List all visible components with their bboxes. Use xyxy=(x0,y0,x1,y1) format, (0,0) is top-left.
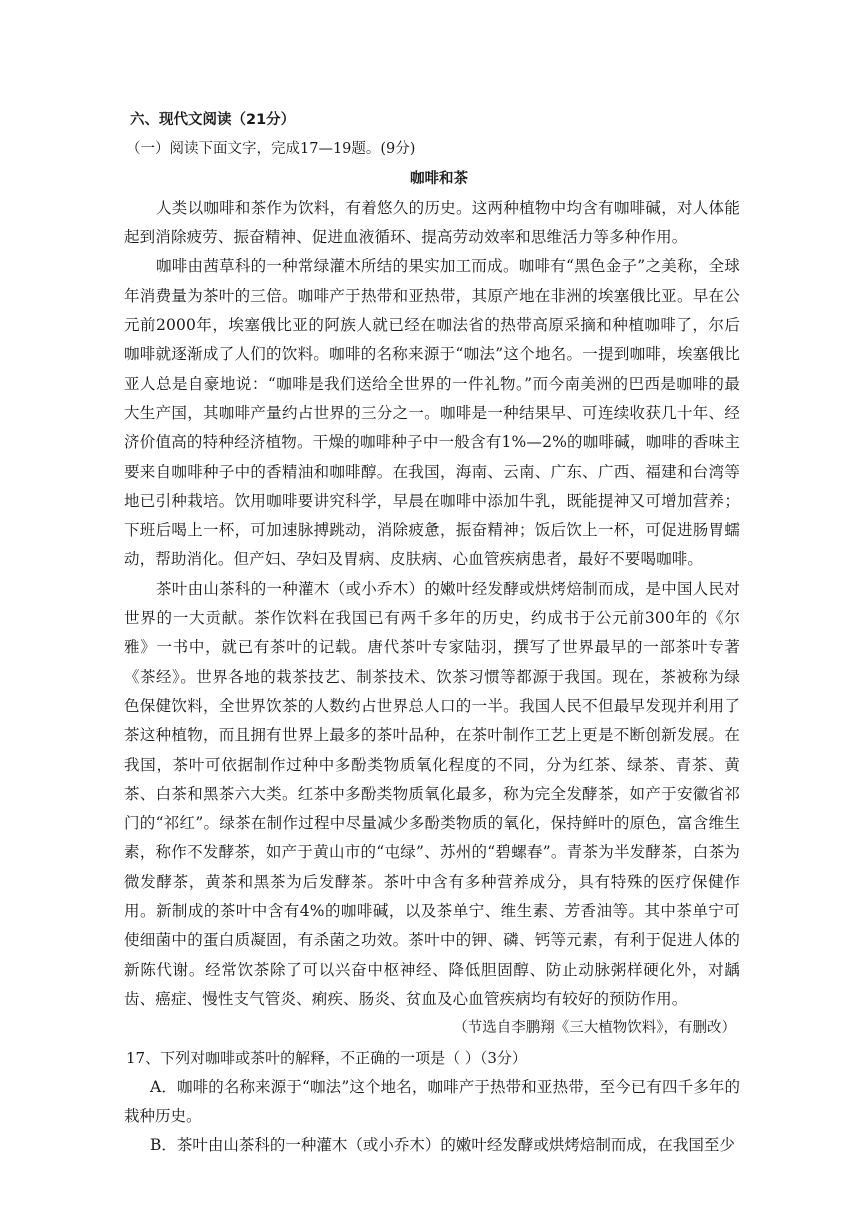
article-paragraph-2: 咖啡由茜草科的一种常绿灌木所结的果实加工而成。咖啡有“黑色金子”之美称，全球年消费量为茶叶的三倍。咖啡产于热带和亚热带，其原产地在非洲的埃塞俄比亚。早在公元前2000年，埃塞俄比亚的阿族人就已经在咖法省的热带高原采摘和种植咖啡了，尔后咖啡就逐渐成了人们的饮料。咖啡的名称来源于“咖法”这个地名。一提到咖啡，埃塞俄比亚人总是自豪地说：“咖啡是我们送给全世界的一件礼物。”而今南美洲的巴西是咖啡的最大生产国，其咖啡产量约占世界的三分之一。咖啡是一种结果早、可连续收获几十年、经济价值高的特种经济植物。干燥的咖啡种子中一般含有1%—2%的咖啡碱，咖啡的香味主要来自咖啡种子中的香精油和咖啡醇。在我国，海南、云南、广东、广西、福建和台湾等地已引种栽培。饮用咖啡要讲究科学，早晨在咖啡中添加牛乳，既能提神又可增加营养；下班后喝上一杯，可加速脉搏跳动，消除疲惫，振奋精神；饭后饮上一杯，可促进肠胃蠕动，帮助消化。但产妇、孕妇及胃病、皮肤病、心血管疾病患者，最好不要喝咖啡。 xyxy=(124,257,740,569)
article-title: 咖啡和茶 xyxy=(410,170,468,187)
article-paragraph-3: 茶叶由山茶科的一种灌木（或小乔木）的嫩叶经发酵或烘烤焙制而成，是中国人民对世界的一大贡献。茶作饮料在我国已有两千多年的历史，约成书于公元前300年的《尔雅》一书中，就已有茶叶的记载。唐代茶叶专家陆羽，撰写了世界最早的一部茶叶专著《茶经》。世界各地的栽茶技艺、制茶技术、饮茶习惯等都源于我国。现在，茶被称为绿色保健饮料，全世界饮茶的人数约占世界总人口的一半。我国人民不但最早发现并利用了茶这种植物，而且拥有世界上最多的茶叶品种，在茶叶制作工艺上更是不断创新发展。在我国，茶叶可依据制作过种中多酚类物质氧化程度的不同，分为红茶、绿茶、青茶、黄茶、白茶和黑茶六大类。红茶中多酚类物质氧化最多，称为完全发酵茶，如产于安徽省祁门的“祁红”。绿茶在制作过程中尽量减少多酚类物质的氧化，保持鲜叶的原色，富含维生素，称作不发酵茶，如产于黄山市的“屯绿”、苏州的“碧螺春”。青茶为半发酵茶，白茶为微发酵茶，黄茶和黑茶为后发酵茶。茶叶中含有多种营养成分，具有特殊的医疗保健作用。新制成的茶叶中含有4%的咖啡碱，以及茶单宁、维生素、芳香油等。其中茶单宁可使细菌中的蛋白质凝固，有杀菌之功效。茶叶中的钾、磷、钙等元素，有利于促进人体的新陈代谢。经常饮茶除了可以兴奋中枢神经、降低胆固醇、防止动脉粥样硬化外，对龋齿、癌症、慢性支气管炎、痢疾、肠炎、贫血及心血管疾病均有较好的预防作用。 xyxy=(124,579,740,1008)
reading-instructions: （一）阅读下面文字，完成17—19题。(9分) xyxy=(126,141,416,158)
question-17-option-b: B．茶叶由山茶科的一种灌木（或小乔木）的嫩叶经发酵或烘烤焙制而成，在我国至少 xyxy=(150,1136,735,1155)
section-title: 六、现代文阅读（21分） xyxy=(130,112,296,128)
article-paragraph-1: 人类以咖啡和茶作为饮料，有着悠久的历史。这两种植物中均含有咖啡碱，对人体能起到消除疲劳、振奋精神、促进血液循环、提高劳动效率和思维活力等多种作用。 xyxy=(124,198,740,247)
question-17-option-a: A．咖啡的名称来源于“咖法”这个地名，咖啡产于热带和亚热带，至今已有四千多年的栽种历史。 xyxy=(124,1077,740,1126)
question-17-stem: 17、下列对咖啡或茶叶的解释，不正确的一项是（ ）（3分） xyxy=(126,1048,527,1067)
document-page xyxy=(124,106,740,1161)
article-source: （节选自李鹏翔《三大植物饮料》，有删改） xyxy=(453,1020,736,1037)
